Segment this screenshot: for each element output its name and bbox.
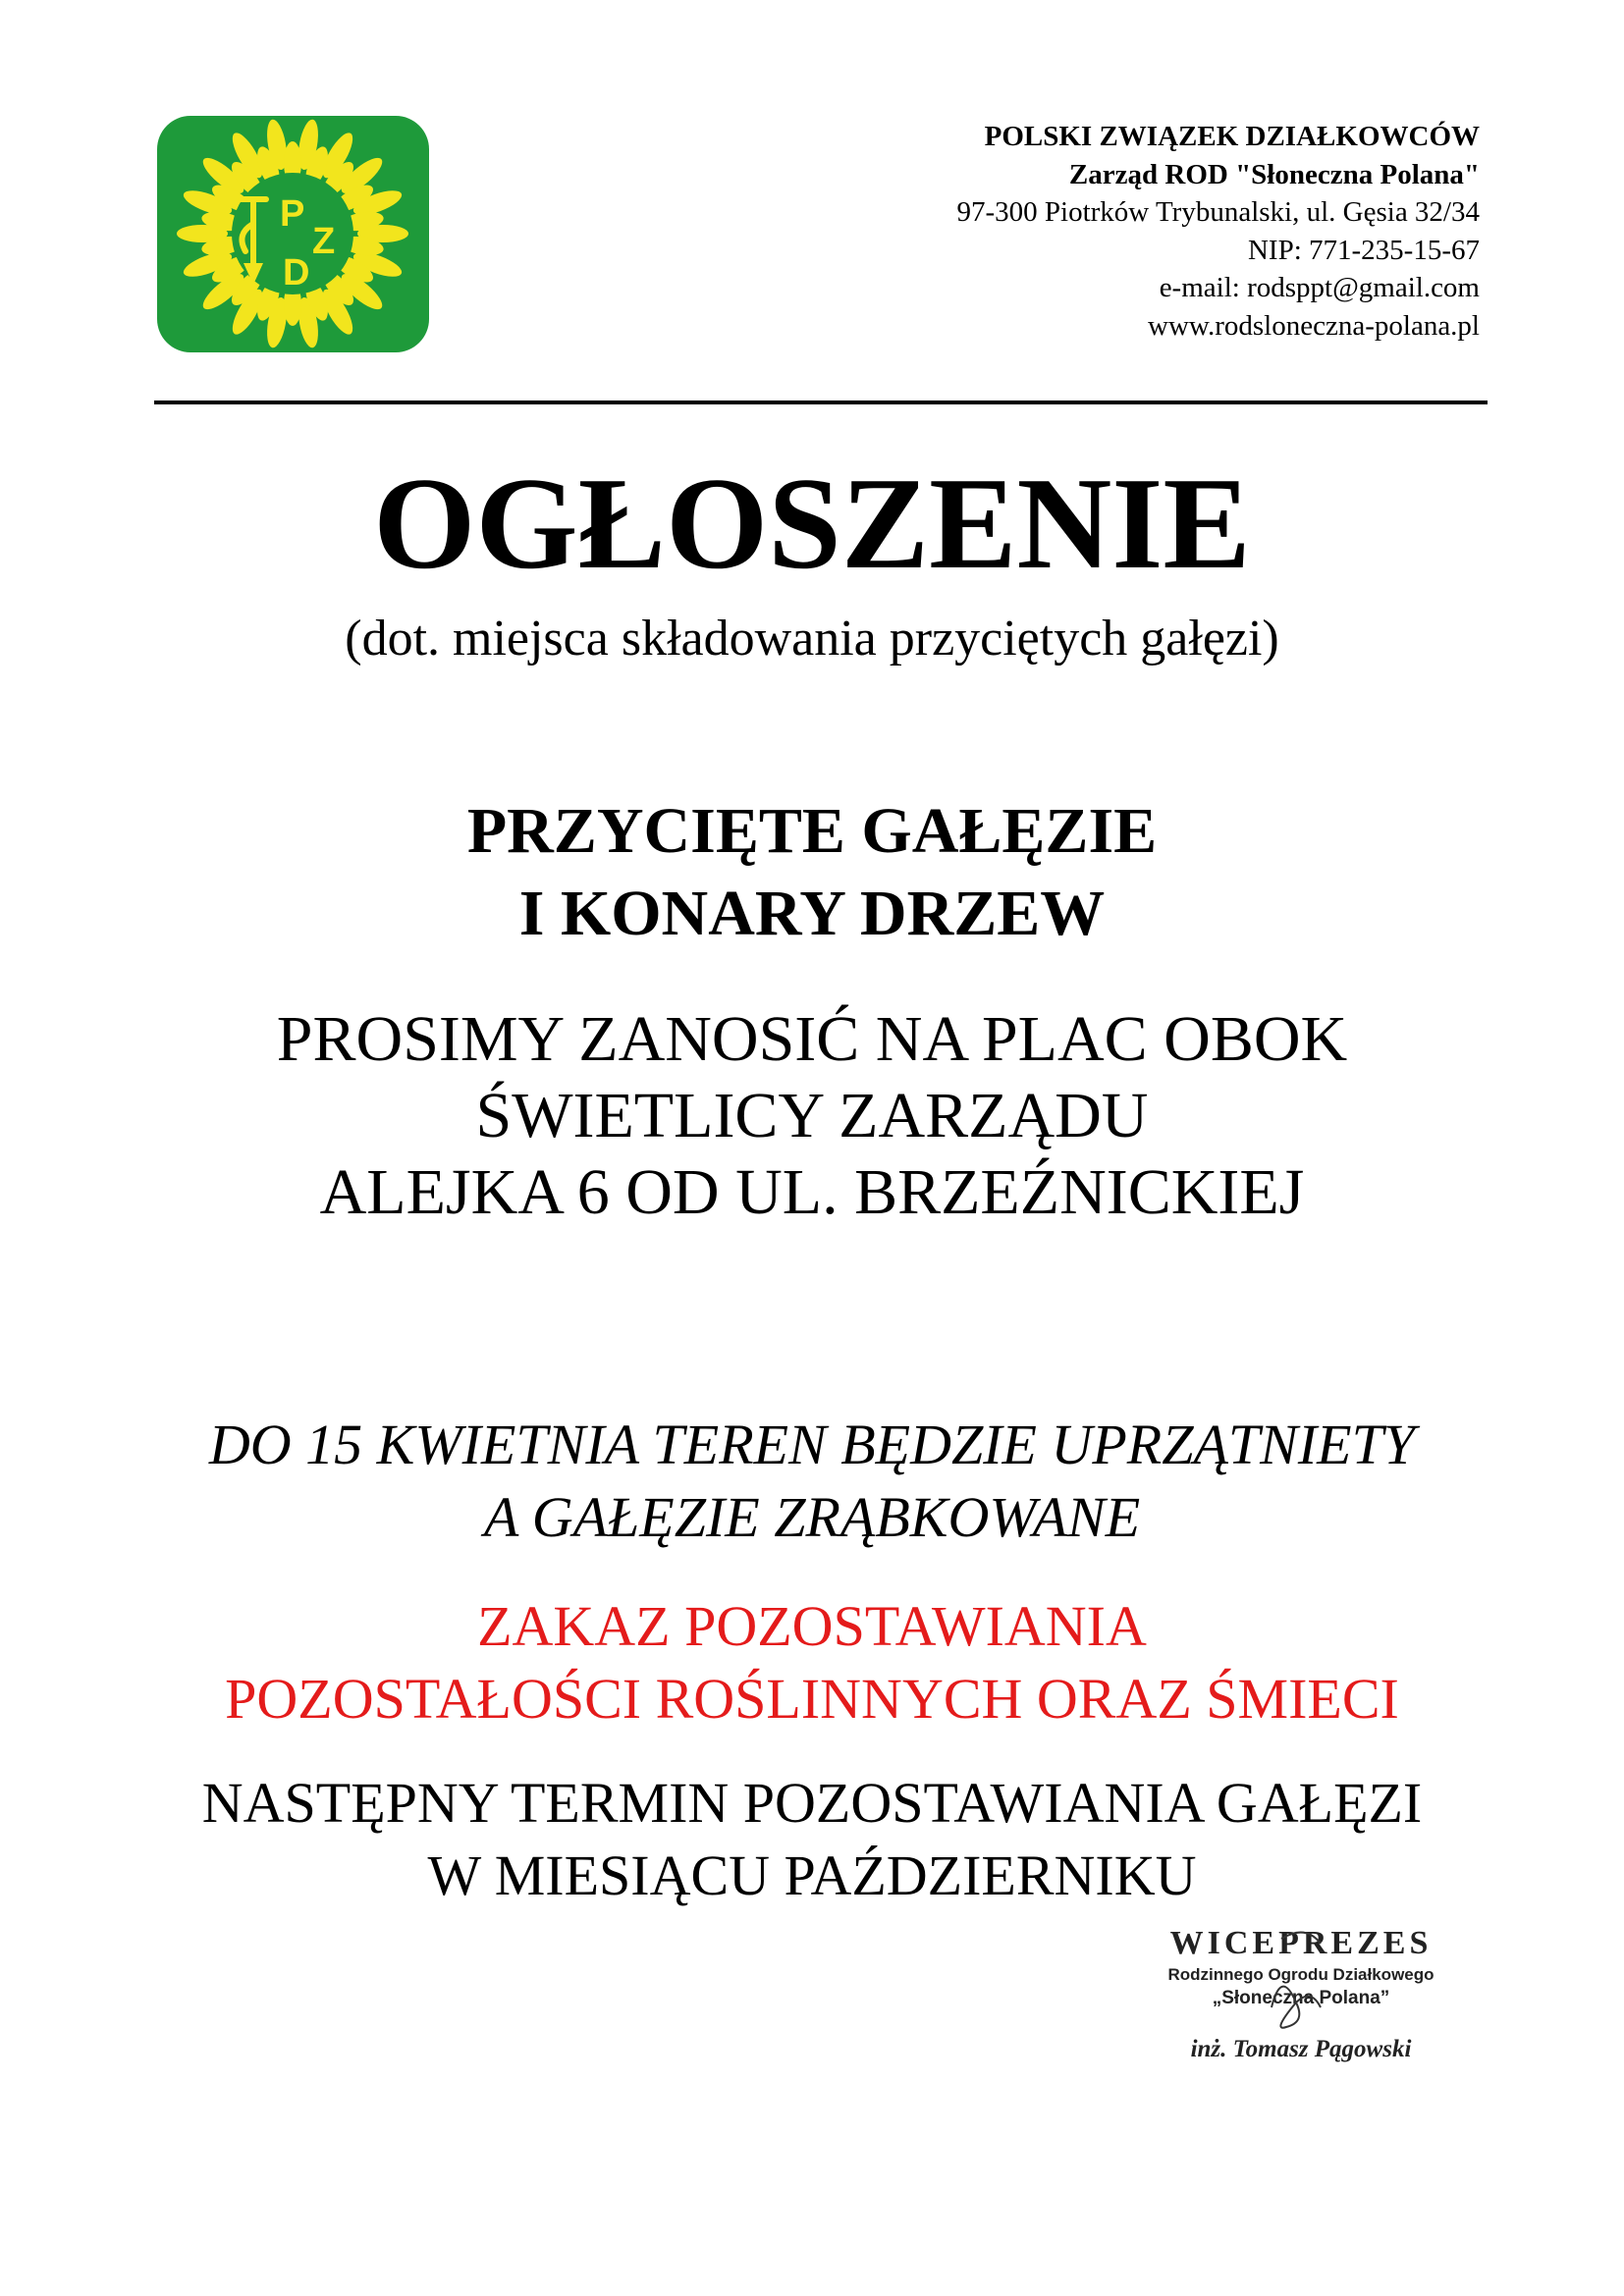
warning-line-1: ZAKAZ POZOSTAWIANIA — [477, 1594, 1147, 1658]
logo-letter-p: P — [280, 193, 305, 235]
org-nip: NIP: 771-235-15-67 — [1247, 234, 1480, 266]
org-email[interactable]: e-mail: rodsppt@gmail.com — [1159, 272, 1480, 304]
page-subtitle: (dot. miejsca składowania przyciętych gałęzi) — [345, 611, 1279, 667]
org-website[interactable]: www.rodsloneczna-polana.pl — [1148, 309, 1480, 342]
org-address: 97-300 Piotrków Trybunalski, ul. Gęsia 32/34 — [956, 196, 1480, 229]
stamp-person: inż. Tomasz Pągowski — [1190, 2036, 1412, 2062]
logo-letter-d: D — [283, 252, 310, 294]
next-term-line-2: W MIESIĄCU PAŹDZIERNIKU — [427, 1843, 1197, 1907]
instruction-line-3: ALEJKA 6 OD UL. BRZEŹNICKIEJ — [319, 1156, 1305, 1228]
notice-line-1: DO 15 KWIETNIA TEREN BĘDZIE UPRZĄTNIETY — [208, 1413, 1416, 1476]
warning-block — [0, 1590, 1624, 1735]
stamp-role: WICEPREZES — [1169, 1925, 1433, 1961]
stamp-org-line-2: „Słoneczna Polana” — [1212, 1988, 1390, 2008]
next-term-line-1: NASTĘPNY TERMIN POZOSTAWIANIA GAŁĘZI — [201, 1771, 1423, 1835]
logo-letter-z: Z — [312, 221, 336, 262]
heading-block — [0, 790, 1624, 955]
notice-line-2: A GAŁĘZIE ZRĄBKOWANE — [483, 1485, 1141, 1549]
pzd-logo — [157, 116, 429, 352]
instruction-line-2: ŚWIETLICY ZARZĄDU — [475, 1080, 1149, 1151]
notice-block — [0, 1409, 1624, 1554]
next-term-block — [0, 1767, 1624, 1912]
heading-line-1: PRZYCIĘTE GAŁĘZIE — [466, 795, 1158, 867]
signature-stamp — [1134, 1919, 1468, 2086]
header-divider — [154, 400, 1488, 404]
page-title: OGŁOSZENIE — [373, 451, 1251, 596]
instruction-block — [0, 1001, 1624, 1231]
instruction-line-1: PROSIMY ZANOSIĆ NA PLAC OBOK — [276, 1003, 1348, 1075]
organization-header — [733, 118, 1480, 346]
org-name: POLSKI ZWIĄZEK DZIAŁKOWCÓW — [984, 121, 1480, 152]
stamp-org-line-1: Rodzinnego Ogrodu Działkowego — [1167, 1965, 1435, 1984]
heading-line-2: I KONARY DRZEW — [518, 878, 1106, 949]
org-board: Zarząd ROD "Słoneczna Polana" — [1068, 158, 1480, 190]
warning-line-2: POZOSTAŁOŚCI ROŚLINNYCH ORAZ ŚMIECI — [225, 1667, 1399, 1731]
